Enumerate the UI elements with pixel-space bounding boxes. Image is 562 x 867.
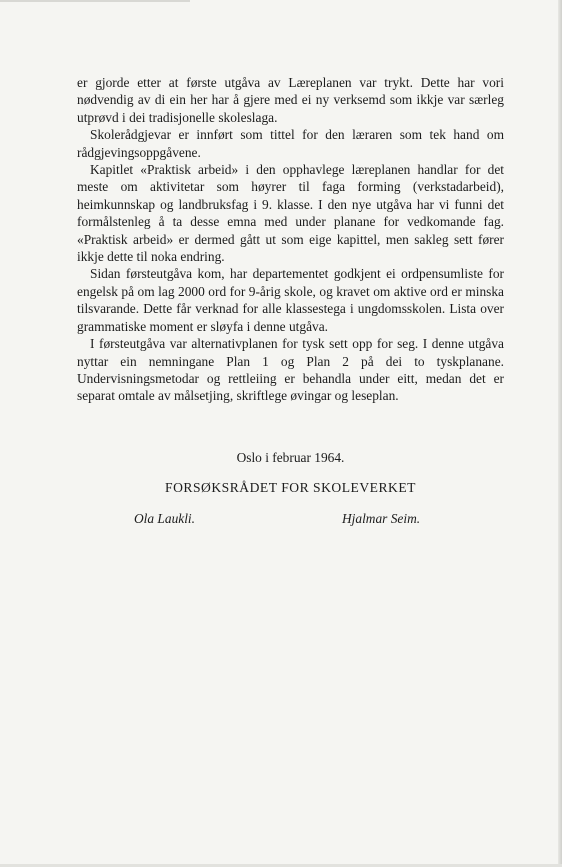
- paragraph: Kapitlet «Praktisk arbeid» i den opphavlege læreplanen handlar for det meste om aktivitetar som høyrer til faga forming (verkstadarbeid), heimkunnskap og landbruksfag i 9. klasse. I den nye utgåva har vi funni det formålstenleg å ta desse emna med under planane for vedkomande fag. «Praktisk arbeid» er dermed gått ut som eige kapittel, men sakleg sett fører ikkje dette til noka endring.: [77, 162, 504, 265]
- paragraph: er gjorde etter at første utgåva av Læreplanen var trykt. Dette har vori nødvendig av di ein her har å gjere med ei ny verksemd som ikkje var særleg utprøvd i dei tradisjonelle skoleslaga.: [77, 75, 504, 125]
- page-right-edge: [558, 0, 562, 867]
- body-text: [77, 74, 504, 405]
- signature-right: Hjalmar Seim.: [342, 511, 421, 526]
- place-and-date: Oslo i februar 1964.: [236, 450, 345, 465]
- signature-left: Ola Laukli.: [134, 511, 196, 526]
- paragraph: I førsteutgåva var alternativplanen for tysk sett opp for seg. I denne utgåva nyttar ein nemningane Plan 1 og Plan 2 på dei to tyskplanane. Undervisningsmetodar og rettleiing er behandla under eitt, medan det er separat omtale av målsetjing, skriftlege øvingar og leseplan.: [77, 336, 504, 404]
- paragraph: Skolerådgjevar er innført som tittel for den læraren som tek hand om rådgjevingsoppgåvene.: [77, 127, 504, 160]
- organization-name: FORSØKSRÅDET FOR SKOLEVERKET: [165, 480, 416, 495]
- paragraph: Sidan førsteutgåva kom, har departementet godkjent ei ordpensumliste for engelsk på om lag 2000 ord for 9-årig skole, og kravet om aktive ord er minska tilsvarande. Dette får verknad for alle klassestega i ungdomsskolen. Lista over grammatiske moment er sløyfa i denne utgåva.: [77, 266, 504, 334]
- page-top-edge: [0, 0, 190, 2]
